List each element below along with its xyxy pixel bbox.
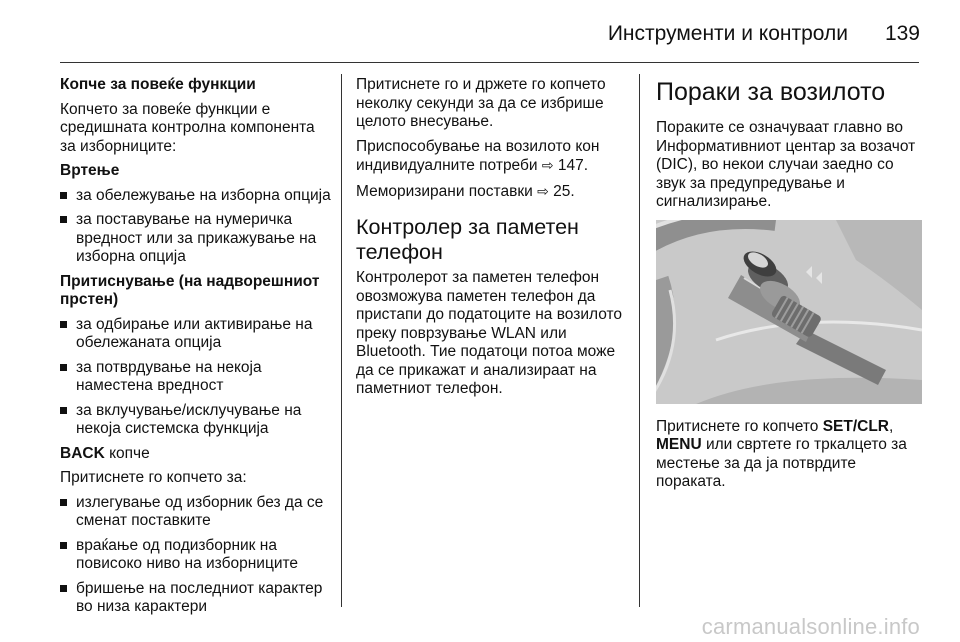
paragraph-with-ref: Меморизирани поставки ⇨ 25. (356, 182, 575, 200)
list-item: враќање од подизборник на повисоко ниво на изборниците (60, 537, 332, 574)
list-item: за обележување на изборна опција (60, 187, 332, 206)
paragraph: Пораките се означуваат главно во Информативниот центар за возачот (DIC), во некои случаи заедно со звук за предупредување и сигнализирање. (656, 119, 916, 210)
section-heading-smartphone-controller: Контролер за паметен телефон (356, 215, 579, 264)
bullet-icon (60, 499, 67, 506)
list-item: за одбирање или активирање на обележаната опција (60, 316, 332, 353)
rotating-list (60, 187, 332, 267)
column-2 (356, 76, 628, 405)
paragraph: Притиснете го и држете го копчето неколку секунди за да се избрише целото внесување. (356, 76, 606, 130)
list-item: за поставување на нумеричка вредност или за прикажување на изборна опција (60, 211, 332, 267)
column-divider (341, 74, 342, 607)
bullet-icon (60, 407, 67, 414)
paragraph: Контролерот за паметен телефон овозможува паметен телефон да пристапи до податоците на возилото преку поврзување WLAN или Bluetooth. Тие податоци потоа може да се прикажат и анализираат на паметниот телефон. (356, 269, 623, 397)
running-header-title: Инструменти и контроли (607, 22, 848, 45)
bullet-icon (60, 542, 67, 549)
list-item: за потврдување на некоја наместена вредност (60, 359, 332, 396)
page-ref-arrow-icon: ⇨ (541, 157, 554, 173)
pressing-list (60, 316, 332, 439)
page-ref-link[interactable]: 25. (553, 182, 575, 200)
section-heading-multifunction-knob: Копче за повеќе функции (60, 76, 256, 93)
bullet-icon (60, 192, 67, 199)
menu-label: MENU (656, 436, 702, 453)
list-item: излегување од изборник без да се сменат поставките (60, 494, 332, 531)
column-divider (639, 74, 640, 607)
bullet-icon (60, 216, 67, 223)
page-ref-link[interactable]: 147. (557, 157, 589, 174)
intro-paragraph: Копчето за повеќе функции е средишната контролна компонента за изборниците: (60, 100, 315, 155)
back-list (60, 494, 332, 617)
bullet-icon (60, 321, 67, 328)
column-3 (656, 76, 922, 498)
watermark: carmanualsonline.info (701, 614, 920, 639)
section-heading-vehicle-messages: Пораки за возилото (656, 78, 886, 106)
bullet-icon (60, 585, 67, 592)
pressing-label: Притиснување (на надворешниот прстен) (60, 272, 320, 308)
list-item: за вклучување/исклучување на некоја системска функција (60, 402, 332, 439)
figure-caption: Притиснете го копчето SET/CLR, MENU или свртете го тркалцето за местење за да ја потврдите пораката. (656, 417, 907, 490)
set-clr-label: SET/CLR (822, 417, 889, 435)
column-1 (60, 76, 332, 623)
page-ref-arrow-icon: ⇨ (537, 182, 549, 199)
list-item: бришење на последниот карактер во низа карактери (60, 580, 332, 617)
rotating-label: Вртење (60, 162, 120, 179)
back-intro: Притиснете го копчето за: (60, 469, 247, 486)
header-rule (60, 62, 919, 63)
steering-column-lever-figure (656, 220, 922, 404)
page-number: 139 (884, 22, 920, 45)
bullet-icon (60, 364, 67, 371)
paragraph-with-ref: Приспособување на возилото кон индивидуалните потреби ⇨ 147. (356, 137, 600, 174)
back-button-label: BACK копче (60, 444, 150, 462)
